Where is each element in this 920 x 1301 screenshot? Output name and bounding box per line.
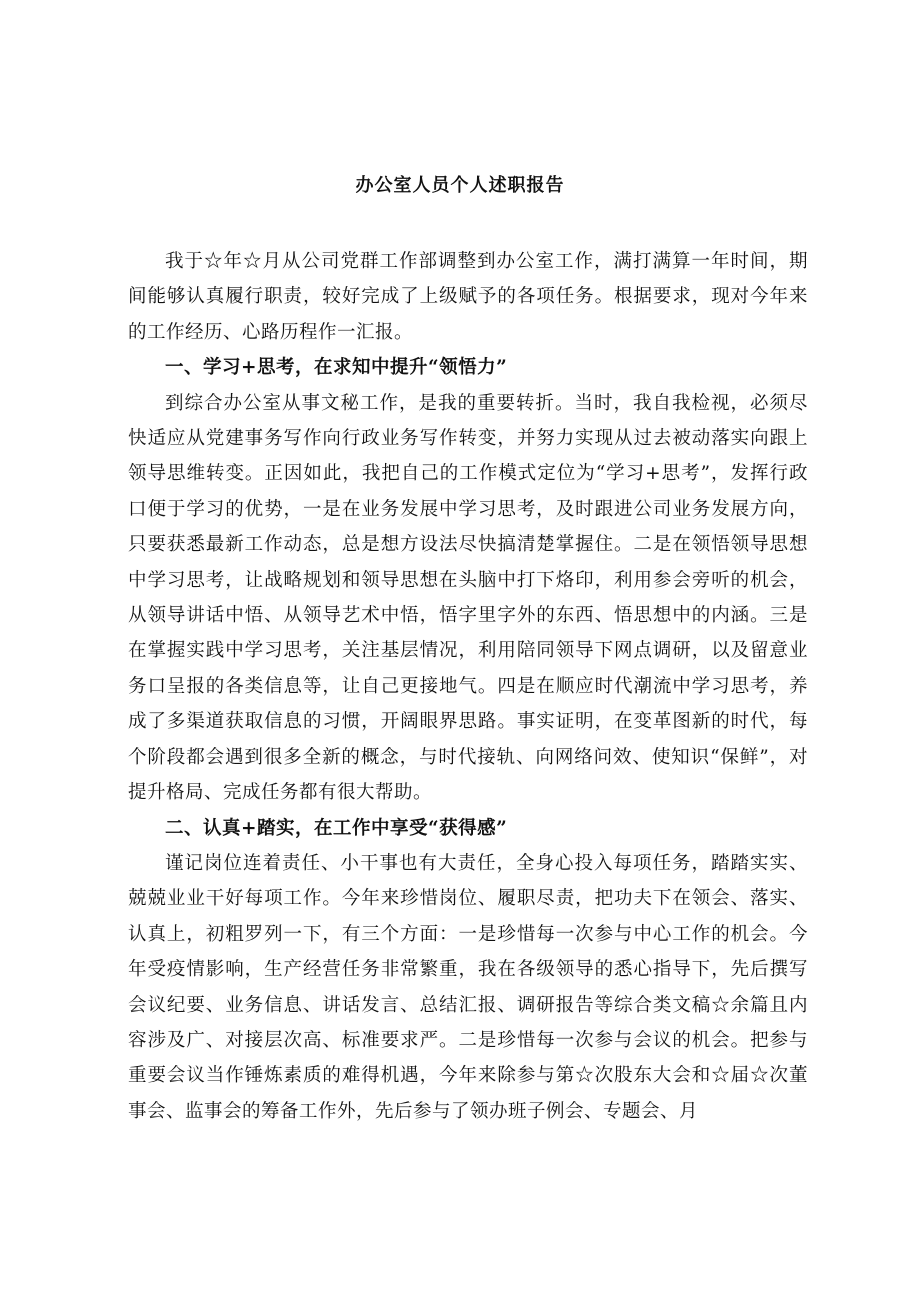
document-body: [128, 244, 808, 1129]
intro-paragraph: 我于☆年☆月从公司党群工作部调整到办公室工作，满打满算一年时间，期间能够认真履行职责，较好完成了上级赋予的各项任务。根据要求，现对今年来的工作经历、心路历程作一汇报。: [128, 251, 808, 343]
section-1-paragraph: 到综合办公室从事文秘工作，是我的重要转折。当时，我自我检视，必须尽快适应从党建事务写作向行政业务写作转变，并努力实现从过去被动落实向跟上领导思维转变。正因如此，我把自己的工作模式定位为“学习+思考”，发挥行政口便于学习的优势，一是在业务发展中学习思考，及时跟进公司业务发展方向，只要获悉最新工作动态，总是想方设法尽快搞清楚掌握住。二是在领悟领导思想中学习思考，让战略规划和领导思想在头脑中打下烙印，利用参会旁听的机会，从领导讲话中悟、从领导艺术中悟，悟字里字外的东西、悟思想中的内涵。三是在掌握实践中学习思考，关注基层情况，利用陪同领导下网点调研，以及留意业务口呈报的各类信息等，让自己更接地气。四是在顺应时代潮流中学习思考，养成了多渠道获取信息的习惯，开阔眼界思路。事实证明，在变革图新的时代，每个阶段都会遇到很多全新的概念，与时代接轨、向网络问效、使知识“保鲜”，对提升格局、完成任务都有很大帮助。: [128, 392, 808, 804]
section-2-heading: 二、认真+踏实，在工作中享受“获得感”: [165, 817, 508, 839]
section-2-paragraph: 谨记岗位连着责任、小干事也有大责任，全身心投入每项任务，踏踏实实、兢兢业业干好每项工作。今年来珍惜岗位、履职尽责，把功夫下在领会、落实、认真上，初粗罗列一下，有三个方面：一是珍惜每一次参与中心工作的机会。今年受疫情影响，生产经营任务非常繁重，我在各级领导的悉心指导下，先后撰写会议纪要、业务信息、讲话发言、总结汇报、调研报告等综合类文稿☆余篇且内容涉及广、对接层次高、标准要求严。二是珍惜每一次参与会议的机会。把参与重要会议当作锤炼素质的难得机遇，今年来除参与第☆次股东大会和☆届☆次董事会、监事会的筹备工作外，先后参与了领办班子例会、专题会、月: [128, 852, 808, 1122]
section-1-heading: 一、学习+思考，在求知中提升“领悟力”: [165, 357, 508, 379]
document-title: 办公室人员个人述职报告: [355, 175, 565, 196]
